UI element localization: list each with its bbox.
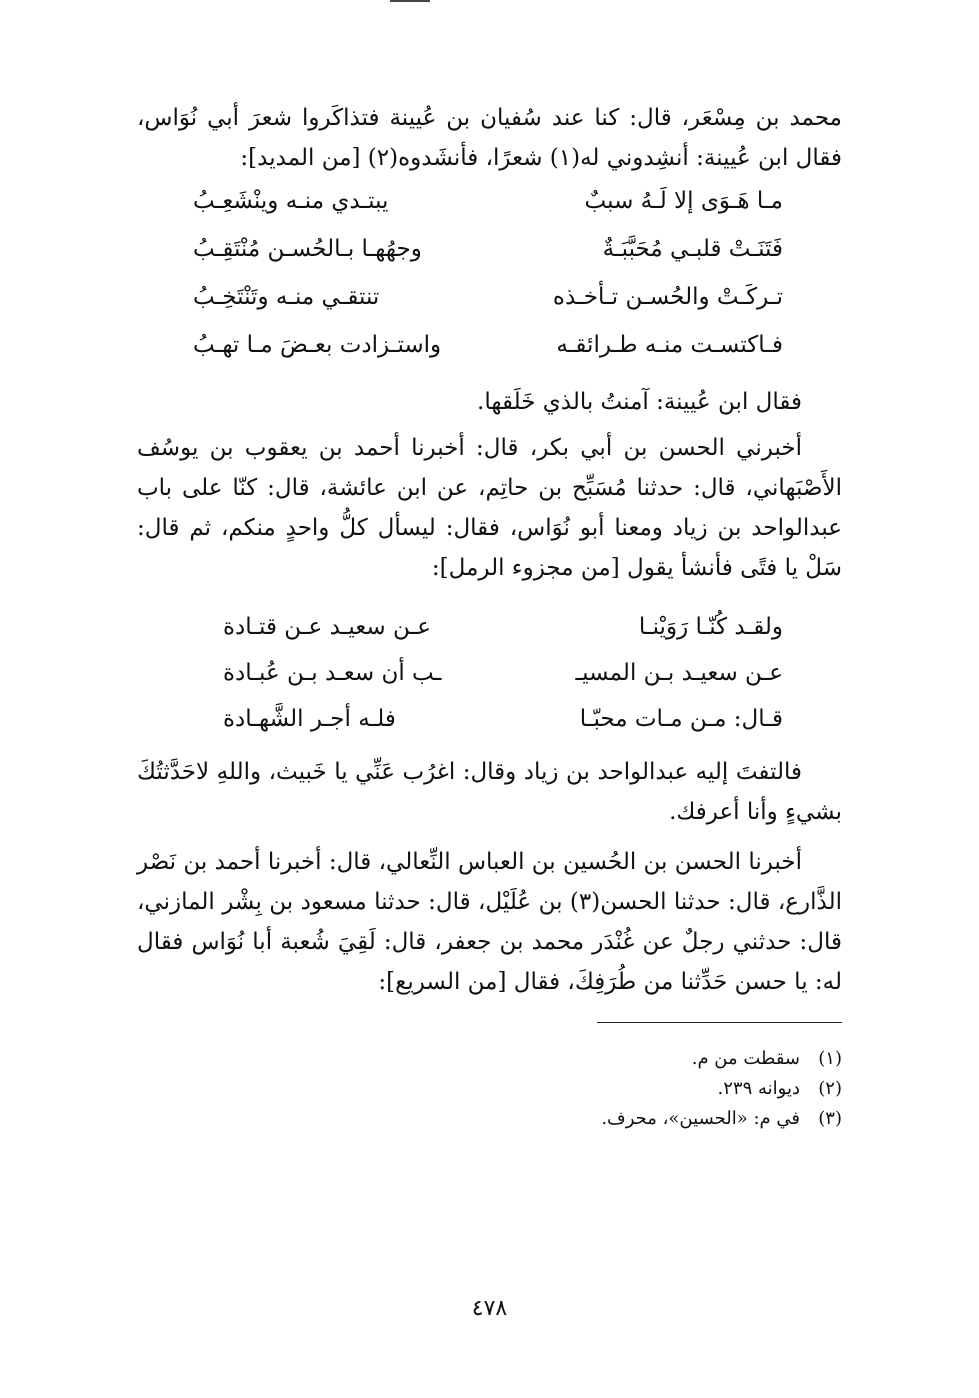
verse-hemistich-second: فلـه أجـر الشَّهـادة: [223, 706, 396, 732]
verse-hemistich-second: ـب أن سعـد بـن عُبـادة: [223, 660, 442, 686]
verse-line: [223, 660, 783, 706]
paragraph-4: فالتفتَ إليه عبدالواحد بن زياد وقال: اغرُب عَنِّي يا خَبيث، واللهِ لاحَدَّثتُكَ بشيءٍ وأنا أعرفك.: [137, 759, 842, 825]
verse-hemistich-first: ولقـد كُنّـا رَوَيْنـا: [638, 614, 783, 640]
verse-hemistich-second: واستـزادت بعـضَ مـا تهـبُ: [193, 332, 442, 358]
verse-hemistich-first: فَتَنَـتْ قلبـي مُحَبَّبَـةٌ: [602, 236, 783, 262]
footnote-number: (١): [818, 1048, 842, 1069]
verse-hemistich-first: فـاكتسـت منـه طـرائقـه: [556, 332, 783, 358]
footnotes: [342, 1044, 842, 1134]
paragraph-1: محمد بن مِسْعَر، قال: كنا عند سُفيان بن عُيينة فتذاكَروا شعرَ أبي نُوَاس، فقال ابن عُيينة: أنشِدوني له(١) شعرًا، فأنشَدوه(٢) [من المديد]:: [137, 105, 842, 171]
verse-hemistich-second: يبتـدي منـه وينْشَعِـبُ: [193, 188, 389, 214]
verse-line: [193, 284, 783, 332]
footnote-divider: [597, 1022, 842, 1023]
verse-line: [223, 614, 783, 660]
footnote: [342, 1104, 842, 1134]
header-mark: [390, 0, 430, 2]
footnote: [342, 1044, 842, 1074]
verse-hemistich-first: عـن سعيـد بـن المسيـ: [575, 660, 783, 686]
verse-hemistich-first: قـال: مـن مـات محبّـا: [579, 706, 783, 732]
footnote-number: (٢): [818, 1078, 842, 1099]
verse-hemistich-second: تنتقـي منـه وتَنْتَخِـبُ: [193, 284, 380, 310]
footnote-number: (٣): [818, 1108, 842, 1129]
footnote-text: ديوانه ٢٣٩.: [717, 1078, 800, 1099]
verse-hemistich-first: مـا هَـوَى إلا لَـهُ سببٌ: [584, 188, 783, 214]
verse-hemistich-first: تـركَـتْ والحُسـن تـأخـذه: [552, 284, 783, 310]
page-number: ٤٧٨: [471, 1296, 508, 1321]
paragraph-2: فقال ابن عُيينة: آمنتُ بالذي خَلَقها.: [477, 389, 802, 415]
paragraph-3: أخبرني الحسن بن أبي بكر، قال: أخبرنا أحمد بن يعقوب بن يوسُف الأَصْبَهاني، قال: حدثنا مُسَبِّح بن حاتِم، عن ابن عائشة، قال: كنّا على باب عبدالواحد بن زياد ومعنا أبو نُوَاس، فقال: ليسأل كلُّ واحدٍ منكم، ثم قال: سَلْ يا فتًى فأنشأ يقول [من مجزوء الرمل]:: [137, 435, 842, 581]
footnote-text: في م: «الحسين»، محرف.: [601, 1108, 800, 1129]
footnote-text: سقطت من م.: [691, 1048, 800, 1069]
verse-block-2: [223, 614, 783, 752]
verse-line: [193, 236, 783, 284]
verse-line: [193, 188, 783, 236]
paragraph-5: أخبرنا الحسن بن الحُسين بن العباس النِّعالي، قال: أخبرنا أحمد بن نَصْر الذَّارع، قال: حدثنا الحسن(٣) بن عُلَيْل، قال: حدثنا مسعود بن بِشْر المازني، قال: حدثني رجلٌ عن غُنْدَر محمد بن جعفر، قال: لَقِيَ شُعبة أبا نُوَاس فقال له: يا حسن حَدِّثنا من طُرَفِكَ، فقال [من السريع]:: [137, 849, 842, 995]
verse-line: [223, 706, 783, 752]
verse-hemistich-second: وجهُهـا بـالحُسـن مُنْتَقِـبُ: [193, 236, 422, 262]
verse-hemistich-second: عـن سعيـد عـن قتـادة: [223, 614, 431, 640]
verse-block-1: [193, 188, 783, 380]
verse-line: [193, 332, 783, 380]
footnote: [342, 1074, 842, 1104]
